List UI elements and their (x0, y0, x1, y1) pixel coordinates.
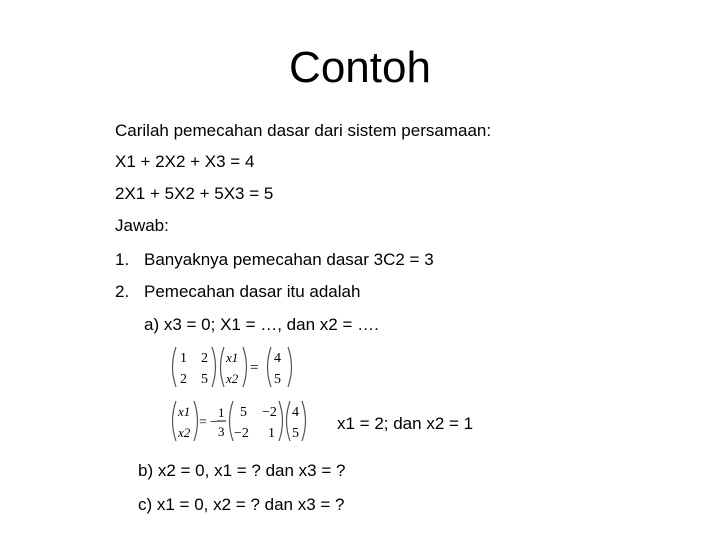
inverse-22: 1 (268, 426, 275, 441)
step-2-number: 2. (115, 282, 130, 301)
inverse-11: 5 (240, 405, 247, 420)
inverse-21: −2 (234, 426, 249, 441)
solution-a: x1 = 2; dan x2 = 1 (337, 414, 474, 433)
case-a: a) x3 = 0; X1 = …, dan x2 = …. (144, 315, 379, 334)
matrix-a-11: 1 (180, 351, 187, 366)
vector-b2: 5 (274, 372, 281, 387)
vector-x1: x1 (226, 350, 239, 365)
case-b: b) x2 = 0, x1 = ? dan x3 = ? (138, 461, 346, 480)
case-c: c) x1 = 0, x2 = ? dan x3 = ? (138, 495, 345, 514)
matrix-a-21: 2 (180, 372, 187, 387)
fraction-numerator: 1 (218, 405, 225, 420)
matrix-a-12: 2 (201, 351, 208, 366)
step-1-text: Banyaknya pemecahan dasar 3C2 = 3 (144, 250, 434, 269)
step-1-number: 1. (115, 250, 130, 269)
equals-sign-1: = (250, 360, 259, 376)
matrix-equation-1 (168, 344, 298, 390)
equation-1: X1 + 2X2 + X3 = 4 (115, 152, 255, 171)
step-2-text: Pemecahan dasar itu adalah (144, 282, 361, 301)
minus-sign: − (210, 415, 218, 430)
matrix-equation-2 (168, 398, 310, 444)
answer-label: Jawab: (115, 216, 169, 235)
equation-2: 2X1 + 5X2 + 5X3 = 5 (115, 184, 274, 203)
rhs-b2: 5 (292, 426, 299, 441)
vector-x2: x2 (226, 371, 239, 386)
slide-title: Contoh (289, 43, 431, 92)
vector-b1: 4 (274, 351, 281, 366)
matrix-a-22: 5 (201, 372, 208, 387)
solution-x2: x2 (178, 425, 191, 440)
solution-x1: x1 (178, 404, 191, 419)
problem-statement: Carilah pemecahan dasar dari sistem persamaan: (115, 121, 492, 140)
inverse-12: −2 (262, 405, 277, 420)
fraction-denominator: 3 (218, 424, 225, 439)
equals-sign-2: = (199, 415, 207, 430)
rhs-b1: 4 (292, 405, 299, 420)
